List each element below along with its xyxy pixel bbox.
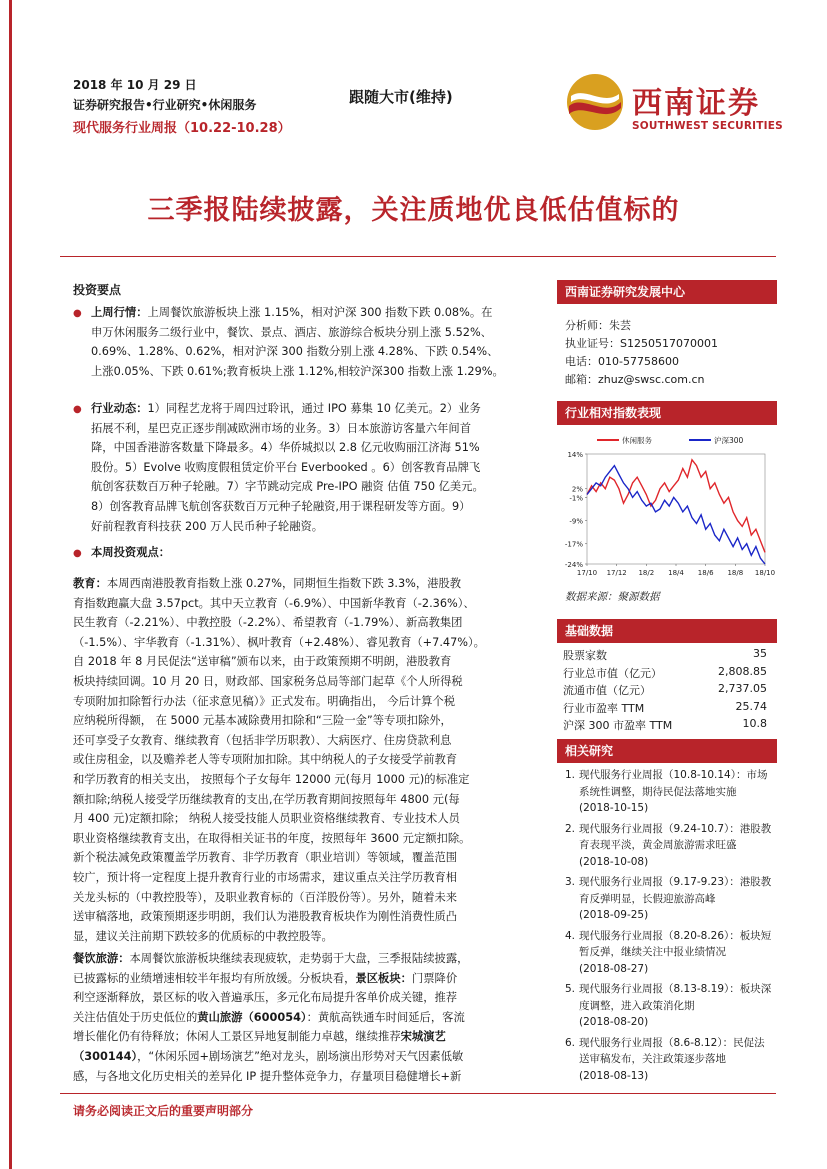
text-line: 本周餐饮旅游板块继续表现疲软，走势弱于大盘，三季报陆续披露， [129, 952, 469, 965]
label-catering: 餐饮旅游： [73, 952, 130, 965]
text-line: 民生教育（-2.21%）、中教控股（-2.2%）、希望教育（-1.79%）、新高教集团 [73, 616, 463, 630]
y-tick-label: 2% [571, 485, 583, 494]
company-logo-icon [565, 72, 625, 132]
related-item-date: (2018-08-20) [579, 1016, 649, 1028]
logo-text-en: SOUTHWEST SECURITIES [632, 120, 783, 132]
related-item-number: 6. [565, 1036, 576, 1049]
related-item-number: 1. [565, 769, 576, 781]
text-line: 关注估值处于历史低位的 [73, 1010, 198, 1024]
related-item-title: 现代服务行业周报（9.17-9.23）：港股教育反弹明显，长假迎旅游高峰 [579, 876, 772, 905]
text-line: 新个税法减免政策覆盖学历教育、非学历教育（职业培训）等领域，覆盖范围 [73, 851, 458, 865]
text-line: 还可享受子女教育、继续教育（包括非学历职教）、大病医疗、住房贷款利息 [73, 733, 452, 747]
text-line: 增长催化仍有待释放；休闲人工景区异地复制能力卓越，继续推荐 [73, 1030, 401, 1044]
related-item-number: 3. [565, 876, 576, 888]
related-research-item[interactable] [565, 874, 773, 924]
text-line: 送审稿落地，政策预期逐步明朗，我们认为港股教育板块作为刚性消费性质凸 [73, 910, 458, 924]
related-item-title: 现代服务行业周报（10.8-10.14）：市场系统性调整，期待民促法落地实施 [579, 769, 768, 798]
x-tick-label: 17/12 [606, 569, 627, 577]
text-line: 育指数跑赢大盘 3.57pct。其中天立教育（-6.9%）、中国新华教育（-2.36%）、 [73, 596, 475, 610]
basic-data-key: 行业市盈率 TTM [563, 701, 645, 715]
analyst-phone: 电话：010-57758600 [565, 355, 679, 368]
related-item-date: (2018-10-08) [579, 855, 649, 868]
text-line: 已披露标的业绩增速相较半年报均有所放缓。分板块看， [73, 971, 356, 985]
related-item-number: 2. [565, 822, 576, 835]
text-line: 较广，预计将一定程度上提升教育行业的市场需求，建议重点关注学历教育相 [73, 870, 458, 884]
basic-data-value: 35 [753, 647, 767, 660]
text-line: 感，与各地文化历史相关的差异化 IP 提升整体竞争力，存量项目稳健增长+新 [73, 1069, 462, 1083]
y-tick-label: -9% [569, 517, 583, 526]
x-tick-label: 18/10 [754, 569, 776, 577]
basic-data-key: 股票家数 [563, 649, 607, 662]
y-tick-label: -1% [569, 494, 583, 503]
sidebar-heading-basic: 基础数据 [557, 619, 777, 643]
stock-huangshan: 黄山旅游（600054） [197, 1010, 307, 1024]
basic-data-key: 沪深 300 市盈率 TTM [563, 719, 673, 732]
text-line: 本周西南港股教育指数上涨 0.27%，同期恒生指数下跌 3.3%，港股教 [106, 577, 462, 590]
logo-text-cn: 西南证券 [632, 86, 760, 121]
x-tick-label: 17/10 [576, 569, 598, 577]
y-tick-label: -17% [564, 540, 583, 549]
text-line: 月 400 元)定额扣除； 纳税人接受技能人员职业资格继续教育、专业技术人员 [73, 812, 460, 826]
report-series: 现代服务行业周报（10.22-10.28） [73, 121, 291, 136]
x-tick-label: 18/8 [727, 569, 744, 577]
text-line: 和学历教育的相关支出， 按照每个子女每年 12000 元(每月 1000 元)的标准定 [73, 772, 470, 786]
text-line: 上涨0.05%、下跌 0.61%;教育板块上涨 1.12%,相较沪深300 指数上涨 1.29%。 [91, 364, 504, 378]
email-text: 邮箱：zhuz@swsc.com.cn [565, 373, 705, 386]
footer-divider [60, 1093, 776, 1094]
sidebar-heading-chart: 行业相对指数表现 [557, 401, 777, 425]
basic-data-row [563, 717, 767, 733]
paragraph-education [73, 574, 539, 946]
related-item-date: (2018-10-15) [579, 802, 649, 814]
related-item-title: 现代服务行业周报（8.6-8.12）：民促法送审稿发布，关注政策逐步落地 [579, 1036, 765, 1065]
label-news: 行业动态： [91, 402, 148, 415]
basic-data-value: 2,737.05 [718, 682, 767, 695]
text-line: 自 2018 年 8 月民促法“送审稿”颁布以来，由于政策预期不明朗，港股教育 [73, 655, 452, 669]
related-research-item[interactable] [565, 981, 773, 1031]
label-scenic: 景区板块： [355, 971, 412, 985]
relative-index-chart [557, 430, 777, 580]
text-line: 好前程教育科技获 200 万人民币种子轮融资。 [91, 519, 324, 533]
text-line: 应纳税所得额， 在 5000 元基本减除费用扣除和“三险一金”等专项扣除外， [73, 714, 452, 728]
text-line: 降，中国香港游客数量下降最多。4）华侨城拟以 2.8 亿元收购丽江济海 51% [91, 441, 480, 455]
section-heading: 投资要点 [73, 283, 122, 297]
paragraph-market [73, 303, 557, 381]
text-line: 航创客获数百万种子轮融。7）字节跳动完成 Pre-IPO 融资 估值 750 亿美元。 [91, 480, 484, 494]
page-title: 三季报陆续披露，关注质地优良低估值标的 [147, 195, 680, 226]
paragraph-catering [73, 949, 539, 1086]
basic-data-key: 行业总市值（亿元） [563, 666, 662, 680]
data-source: 数据来源：聚源数据 [565, 591, 660, 603]
legend-label: 休闲服务 [622, 436, 652, 445]
basic-data-row [563, 682, 767, 698]
text-line: 8）创客教育品牌飞航创客获数百万元种子轮融资,用于课程研发等方面。9） [91, 499, 471, 513]
bullet-icon: ● [73, 308, 82, 319]
bullet-icon: ● [73, 404, 82, 415]
text-line: 门票降价 [411, 971, 458, 985]
related-item-title: 现代服务行业周报（9.24-10.7）：港股教育表现平淡，黄金周旅游需求旺盛 [579, 822, 772, 851]
related-item-title: 现代服务行业周报（8.20-8.26）：板块短暂反弹，继续关注中报业绩情况 [579, 929, 772, 958]
text-line: 关龙头标的（中教控股等），及职业教育标的（百洋股份等）。另外，随着未来 [73, 890, 458, 904]
related-item-number: 5. [565, 983, 576, 995]
related-research-item[interactable] [565, 928, 773, 978]
bullet-icon: ● [73, 548, 82, 559]
y-tick-label: -24% [564, 561, 583, 569]
basic-data-value: 2,808.85 [718, 664, 767, 678]
text-line: 1）同程艺龙将于周四过聆讯，通过 IPO 募集 10 亿美元。2）业务 [147, 402, 481, 415]
basic-data-row [563, 647, 767, 663]
footer-disclaimer: 请务必阅读正文后的重要声明部分 [73, 1104, 254, 1118]
related-item-date: (2018-08-13) [579, 1069, 649, 1082]
text-line: 专项附加扣除暂行办法（征求意见稿）》正式发布。明确指出， 今后计算个税 [73, 694, 456, 708]
label-education: 教育： [73, 577, 107, 590]
report-date: 2018 年 10 月 29 日 [73, 78, 197, 92]
title-divider [60, 256, 776, 257]
basic-data-row [563, 665, 767, 681]
left-accent-bar [9, 0, 12, 1169]
basic-data-key: 流通市值（亿元） [563, 684, 651, 697]
text-line: ，“休闲乐园+剧场演艺”绝对龙头，剧场演出形势对天气因素低敏 [137, 1049, 464, 1063]
text-line: ：黄航高铁通车时间延后，客流 [306, 1010, 465, 1024]
analyst-license: 执业证号：S1250517070001 [565, 337, 718, 350]
related-item-date: (2018-09-25) [579, 909, 649, 921]
x-tick-label: 18/6 [697, 569, 714, 577]
paragraph-news [73, 399, 557, 536]
sidebar-heading-related: 相关研究 [557, 739, 777, 763]
stock-code-songcheng: （300144） [73, 1049, 138, 1063]
text-line: 职业资格继续教育支出，在取得相关证书的年度，按照每年 3600 元定额扣除。 [73, 831, 471, 845]
label-views: 本周投资观点： [91, 546, 171, 559]
x-tick-label: 18/2 [638, 569, 655, 577]
related-research-item[interactable] [565, 767, 773, 817]
rating: 跟随大市(维持) [349, 88, 453, 106]
label-market: 上周行情： [91, 306, 148, 319]
stock-songcheng: 宋城演艺 [400, 1030, 446, 1044]
related-item-title: 现代服务行业周报（8.13-8.19）：板块深度调整，进入政策消化期 [579, 983, 772, 1012]
related-item-number: 4. [565, 929, 576, 942]
basic-data-value: 25.74 [735, 699, 767, 713]
text-line: 显，建议关注前期下跌较多的优质标的中教控股等。 [73, 929, 333, 943]
report-category: 证券研究报告•行业研究•休闲服务 [73, 98, 257, 112]
text-line: 板块持续回调。10 月 20 日，财政部、国家税务总局等部门起草《个人所得税 [73, 674, 463, 688]
legend-label: 沪深300 [714, 436, 744, 445]
text-line: 利空逐渐释放，景区标的收入普遍承压，多元化布局提升客单价成关键，推荐 [73, 991, 458, 1005]
related-research-item[interactable] [565, 821, 773, 871]
plot-frame [587, 454, 765, 564]
text-line: 或住房租金，以及赡养老人等专项附加扣除。其中纳税人的子女接受学前教育 [73, 753, 458, 767]
y-tick-label: 14% [567, 451, 583, 459]
text-line: 股份。5）Evolve 收购度假租赁定价平台 Everbooked 。6）创客教育品牌飞 [91, 460, 481, 474]
text-line: 额扣除;纳税人接受学历继续教育的支出,在学历教育期间按照每年 4800 元(每 [73, 792, 460, 806]
analyst-name: 分析师：朱芸 [565, 319, 631, 332]
basic-data-value: 10.8 [742, 717, 767, 730]
chart-svg [557, 430, 777, 580]
analyst-email[interactable] [565, 371, 705, 387]
text-line: 上周餐饮旅游板块上涨 1.15%，相对沪深 300 指数下跌 0.08%。在 [147, 306, 493, 319]
text-line: （-1.5%）、宇华教育（-1.31%）、枫叶教育（+2.48%）、睿见教育（+7.47%）。 [73, 635, 485, 649]
text-line: 申万休闲服务二级行业中，餐饮、景点、酒店、旅游综合板块分别上涨 5.52%、 [91, 325, 492, 339]
sidebar-heading-org: 西南证券研究发展中心 [557, 280, 777, 304]
related-research-item[interactable] [565, 1035, 773, 1085]
text-line: 0.69%、1.28%、0.62%，相对沪深 300 指数分别上涨 4.28%、下跌 0.54%、 [91, 345, 499, 359]
text-line: 拓展不利，星巴克正逐步削减欧洲市场的业务。3）日本旅游访客量六年间首 [91, 421, 471, 435]
x-tick-label: 18/4 [668, 569, 684, 577]
related-item-date: (2018-08-27) [579, 962, 649, 975]
basic-data-row [563, 700, 767, 716]
